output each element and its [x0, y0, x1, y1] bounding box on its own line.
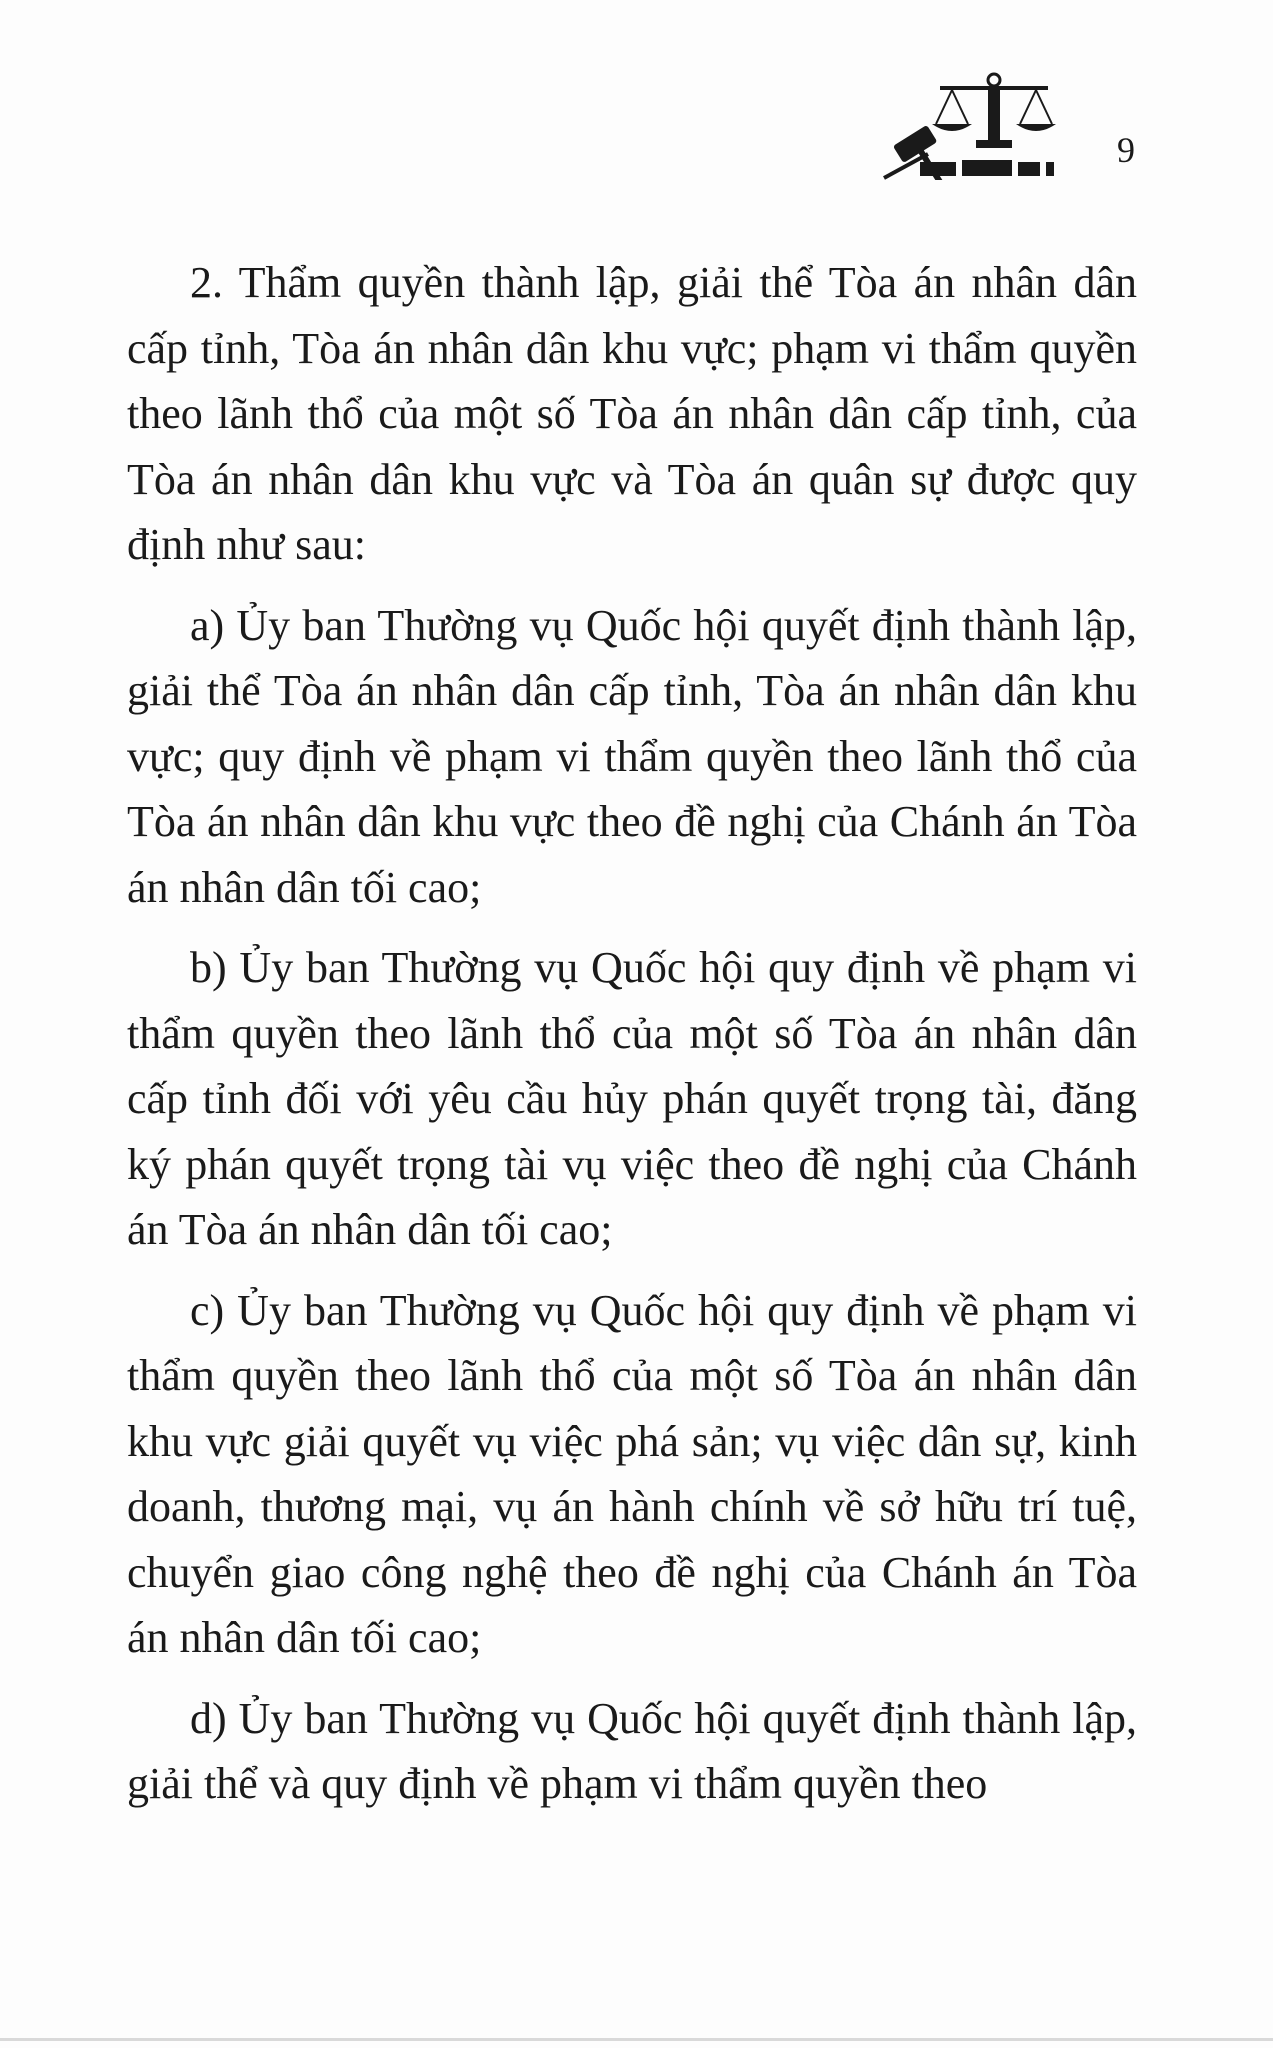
paragraph-a: a) Ủy ban Thường vụ Quốc hội quyết định thành lập, giải thể Tòa án nhân dân cấp tỉnh, Tòa án nhân dân khu vực; quy định về phạm vi thẩm quyền theo lãnh thổ của Tòa án nhân dân khu vực theo đề nghị của Chánh án Tòa án nhân dân tối cao; [127, 600, 1137, 912]
page-number: 9 [1117, 130, 1135, 170]
paragraph-d: d) Ủy ban Thường vụ Quốc hội quyết định thành lập, giải thể và quy định về phạm vi thẩm quyền theo [127, 1693, 1137, 1808]
body-text [127, 250, 1137, 1817]
paragraph-2: 2. Thẩm quyền thành lập, giải thể Tòa án nhân dân cấp tỉnh, Tòa án nhân dân khu vực; phạm vi thẩm quyền theo lãnh thổ của một số Tòa án nhân dân cấp tỉnh, của Tòa án nhân dân khu vực và Tòa án quân sự được quy định như sau: [127, 258, 1137, 569]
page-bottom-edge [0, 2038, 1273, 2041]
paragraph-c: c) Ủy ban Thường vụ Quốc hội quy định về phạm vi thẩm quyền theo lãnh thổ của một số Tòa án nhân dân khu vực giải quyết vụ việc phá sản; vụ việc dân sự, kinh doanh, thương mại, vụ án hành chính về sở hữu trí tuệ, chuyển giao công nghệ theo đề nghị của Chánh án Tòa án nhân dân tối cao; [127, 1285, 1137, 1662]
scales-of-justice-and-gavel-icon [880, 70, 1065, 180]
paragraph-b: b) Ủy ban Thường vụ Quốc hội quy định về phạm vi thẩm quyền theo lãnh thổ của một số Tòa án nhân dân cấp tỉnh đối với yêu cầu hủy phán quyết trọng tài, đăng ký phán quyết trọng tài vụ việc theo đề nghị của Chánh án Tòa án nhân dân tối cao; [127, 943, 1137, 1254]
